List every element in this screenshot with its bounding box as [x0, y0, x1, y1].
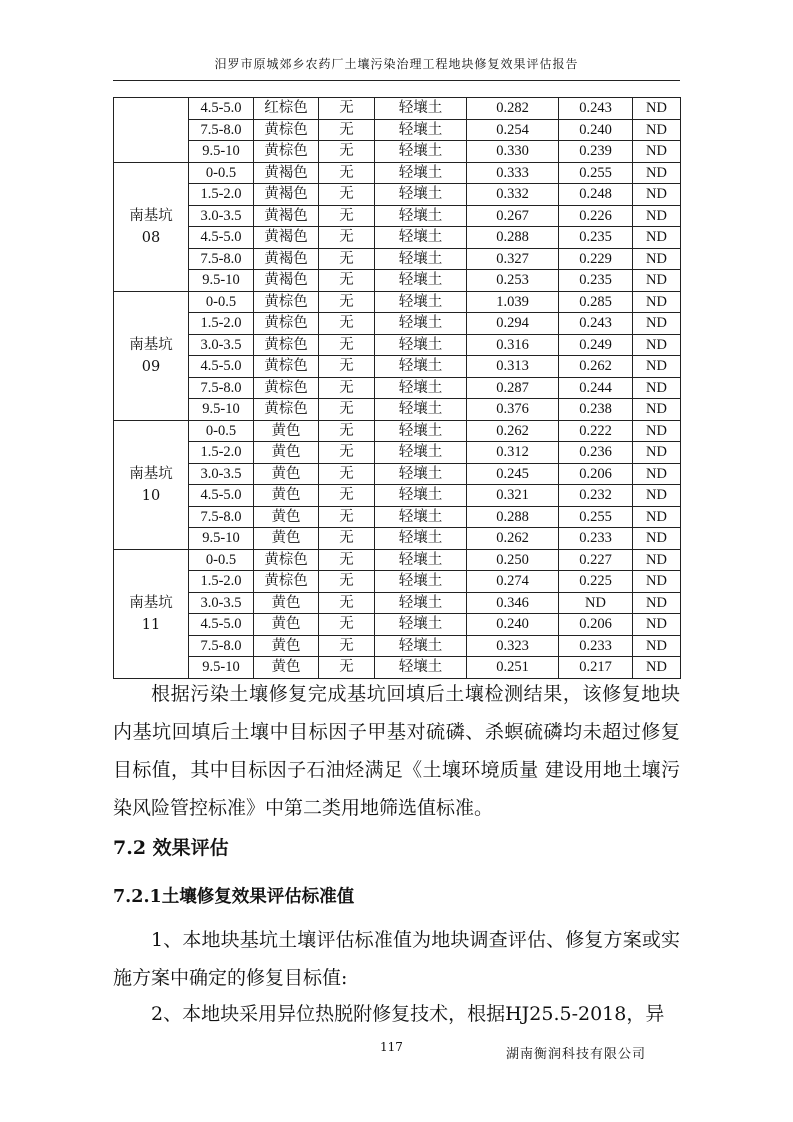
- table-cell: 0.243: [559, 98, 633, 120]
- table-cell: 轻壤土: [375, 485, 467, 507]
- table-cell: ND: [559, 592, 633, 614]
- table-cell: ND: [633, 528, 681, 550]
- table-row: [114, 635, 681, 657]
- table-cell: ND: [633, 377, 681, 399]
- table-cell: 3.0-3.5: [189, 334, 254, 356]
- table-cell: 轻壤土: [375, 291, 467, 313]
- table-cell: 红棕色: [254, 98, 319, 120]
- table-cell: 0.330: [467, 141, 559, 163]
- table-cell: 0.323: [467, 635, 559, 657]
- table-cell: 0.250: [467, 549, 559, 571]
- table-cell: 轻壤土: [375, 442, 467, 464]
- table-cell: 无: [319, 571, 375, 593]
- table-cell: 无: [319, 291, 375, 313]
- table-cell: 0.253: [467, 270, 559, 292]
- table-cell: 0.226: [559, 205, 633, 227]
- table-cell: 0.254: [467, 119, 559, 141]
- table-cell: ND: [633, 270, 681, 292]
- table-cell: 0.316: [467, 334, 559, 356]
- table-cell: ND: [633, 119, 681, 141]
- table-cell: 无: [319, 119, 375, 141]
- table-cell: ND: [633, 657, 681, 679]
- table-row: [114, 334, 681, 356]
- table-row: [114, 442, 681, 464]
- standard-paragraph-1: 1、本地块基坑土壤评估标准值为地块调查评估、修复方案或实施方案中确定的修复目标值:: [113, 929, 680, 989]
- table-cell: 黄色: [254, 635, 319, 657]
- table-cell: 黄褐色: [254, 270, 319, 292]
- header-rule: [113, 80, 680, 81]
- table-row: [114, 571, 681, 593]
- table-row: [114, 162, 681, 184]
- table-cell: 无: [319, 657, 375, 679]
- pit-name-cell: [114, 98, 189, 163]
- table-cell: ND: [633, 334, 681, 356]
- table-cell: 0-0.5: [189, 291, 254, 313]
- table-row: [114, 184, 681, 206]
- table-row: [114, 420, 681, 442]
- table-cell: ND: [633, 184, 681, 206]
- table-cell: 黄色: [254, 420, 319, 442]
- table-cell: 轻壤土: [375, 334, 467, 356]
- table-cell: 无: [319, 614, 375, 636]
- table-cell: 0.288: [467, 227, 559, 249]
- table-cell: 7.5-8.0: [189, 248, 254, 270]
- table-cell: 黄色: [254, 614, 319, 636]
- table-cell: 0-0.5: [189, 162, 254, 184]
- result-paragraph: 根据污染土壤修复完成基坑回填后土壤检测结果，该修复地块内基坑回填后土壤中目标因子甲基对硫磷、杀螟硫磷均未超过修复目标值，其中目标因子石油烃满足《土壤环境质量 建设用地土壤污染风险管控标准》中第二类用地筛选值标准。: [113, 683, 680, 819]
- table-cell: 7.5-8.0: [189, 506, 254, 528]
- table-cell: 3.0-3.5: [189, 592, 254, 614]
- table-cell: 黄棕色: [254, 571, 319, 593]
- table-cell: 0.287: [467, 377, 559, 399]
- pit-name-cell: 南基坑 11: [114, 549, 189, 678]
- table-cell: 0.313: [467, 356, 559, 378]
- table-cell: 无: [319, 270, 375, 292]
- table-cell: 无: [319, 334, 375, 356]
- table-row: [114, 463, 681, 485]
- table-cell: 0.240: [559, 119, 633, 141]
- table-row: [114, 291, 681, 313]
- table-cell: ND: [633, 506, 681, 528]
- table-cell: 0.251: [467, 657, 559, 679]
- table-cell: 黄棕色: [254, 313, 319, 335]
- table-cell: 黄褐色: [254, 248, 319, 270]
- table-cell: 黄棕色: [254, 549, 319, 571]
- table-cell: 无: [319, 506, 375, 528]
- standard-paragraph-2: 2、本地块采用异位热脱附修复技术，根据HJ25.5-2018，异: [151, 1003, 665, 1025]
- table-row: [114, 399, 681, 421]
- table-cell: 4.5-5.0: [189, 98, 254, 120]
- section-heading: 7.2 效果评估: [113, 837, 229, 859]
- table-cell: 黄色: [254, 442, 319, 464]
- table-cell: ND: [633, 549, 681, 571]
- table-cell: 1.5-2.0: [189, 313, 254, 335]
- table-cell: 0.222: [559, 420, 633, 442]
- table-cell: 0.244: [559, 377, 633, 399]
- table-cell: 0.262: [467, 420, 559, 442]
- pit-name-cell: 南基坑 09: [114, 291, 189, 420]
- table-cell: 3.0-3.5: [189, 205, 254, 227]
- table-cell: 0.262: [467, 528, 559, 550]
- table-row: [114, 270, 681, 292]
- table-row: [114, 485, 681, 507]
- table-cell: 0.255: [559, 162, 633, 184]
- table-cell: 0.255: [559, 506, 633, 528]
- table-cell: 轻壤土: [375, 162, 467, 184]
- table-cell: 无: [319, 485, 375, 507]
- table-cell: 0.376: [467, 399, 559, 421]
- table-cell: 轻壤土: [375, 506, 467, 528]
- table-cell: ND: [633, 248, 681, 270]
- table-row: [114, 377, 681, 399]
- table-cell: 轻壤土: [375, 592, 467, 614]
- table-cell: 黄色: [254, 528, 319, 550]
- table-cell: 无: [319, 205, 375, 227]
- table-cell: 0-0.5: [189, 549, 254, 571]
- table-cell: 轻壤土: [375, 614, 467, 636]
- soil-sample-table: [113, 97, 681, 679]
- table-cell: 0.249: [559, 334, 633, 356]
- table-cell: ND: [633, 592, 681, 614]
- table-cell: ND: [633, 635, 681, 657]
- table-cell: 0.274: [467, 571, 559, 593]
- table-cell: 轻壤土: [375, 463, 467, 485]
- table-row: [114, 506, 681, 528]
- table-cell: 1.5-2.0: [189, 442, 254, 464]
- table-cell: 9.5-10: [189, 141, 254, 163]
- table-cell: 轻壤土: [375, 549, 467, 571]
- table-cell: 0.332: [467, 184, 559, 206]
- table-cell: 无: [319, 399, 375, 421]
- table-row: [114, 313, 681, 335]
- table-cell: 4.5-5.0: [189, 356, 254, 378]
- table-cell: 4.5-5.0: [189, 227, 254, 249]
- table-cell: 轻壤土: [375, 98, 467, 120]
- table-cell: ND: [633, 463, 681, 485]
- table-cell: 轻壤土: [375, 571, 467, 593]
- table-row: [114, 227, 681, 249]
- table-cell: 无: [319, 356, 375, 378]
- table-cell: 轻壤土: [375, 377, 467, 399]
- table-cell: 无: [319, 313, 375, 335]
- table-cell: 黄棕色: [254, 291, 319, 313]
- table-cell: 无: [319, 184, 375, 206]
- table-cell: 0.262: [559, 356, 633, 378]
- table-cell: 轻壤土: [375, 119, 467, 141]
- table-cell: ND: [633, 399, 681, 421]
- table-row: [114, 549, 681, 571]
- running-header: 汨罗市原城郊乡农药厂土壤污染治理工程地块修复效果评估报告: [214, 57, 579, 71]
- table-cell: 0.312: [467, 442, 559, 464]
- table-cell: 无: [319, 98, 375, 120]
- table-cell: 0.282: [467, 98, 559, 120]
- table-cell: 轻壤土: [375, 420, 467, 442]
- table-cell: 黄棕色: [254, 356, 319, 378]
- table-cell: 黄褐色: [254, 227, 319, 249]
- table-cell: 黄色: [254, 592, 319, 614]
- table-cell: 1.039: [467, 291, 559, 313]
- table-cell: 9.5-10: [189, 270, 254, 292]
- table-cell: 轻壤土: [375, 205, 467, 227]
- table-cell: ND: [633, 420, 681, 442]
- table-cell: 黄色: [254, 463, 319, 485]
- table-cell: 无: [319, 442, 375, 464]
- table-cell: 0.225: [559, 571, 633, 593]
- table-cell: ND: [633, 227, 681, 249]
- table-cell: 0.232: [559, 485, 633, 507]
- table-cell: 无: [319, 463, 375, 485]
- table-cell: 0.233: [559, 528, 633, 550]
- table-cell: 无: [319, 420, 375, 442]
- table-cell: 轻壤土: [375, 248, 467, 270]
- table-cell: 无: [319, 635, 375, 657]
- table-cell: 轻壤土: [375, 141, 467, 163]
- table-cell: 轻壤土: [375, 356, 467, 378]
- pit-name-cell: 南基坑 10: [114, 420, 189, 549]
- table-cell: 1.5-2.0: [189, 184, 254, 206]
- table-cell: 无: [319, 227, 375, 249]
- table-cell: 轻壤土: [375, 270, 467, 292]
- table-cell: 0.235: [559, 227, 633, 249]
- table-cell: 7.5-8.0: [189, 635, 254, 657]
- table-cell: ND: [633, 291, 681, 313]
- table-cell: 0.267: [467, 205, 559, 227]
- table-cell: 黄褐色: [254, 205, 319, 227]
- table-cell: 0.333: [467, 162, 559, 184]
- table-cell: 黄棕色: [254, 334, 319, 356]
- table-cell: 黄棕色: [254, 377, 319, 399]
- table-cell: 黄色: [254, 657, 319, 679]
- table-cell: ND: [633, 356, 681, 378]
- table-cell: 黄色: [254, 485, 319, 507]
- table-cell: 轻壤土: [375, 399, 467, 421]
- table-cell: 0.238: [559, 399, 633, 421]
- table-cell: 无: [319, 162, 375, 184]
- table-cell: 轻壤土: [375, 227, 467, 249]
- table-cell: 0.321: [467, 485, 559, 507]
- table-cell: ND: [633, 485, 681, 507]
- table-cell: 轻壤土: [375, 184, 467, 206]
- company-name: 湖南衡润科技有限公司: [506, 1047, 647, 1062]
- table-cell: ND: [633, 98, 681, 120]
- table-cell: 9.5-10: [189, 399, 254, 421]
- table-cell: 0.239: [559, 141, 633, 163]
- table-cell: ND: [633, 162, 681, 184]
- table-cell: 0.288: [467, 506, 559, 528]
- page-number: 117: [380, 1040, 403, 1054]
- table-cell: 0.217: [559, 657, 633, 679]
- table-cell: 0.327: [467, 248, 559, 270]
- table-cell: 7.5-8.0: [189, 119, 254, 141]
- table-row: [114, 141, 681, 163]
- table-cell: 0.233: [559, 635, 633, 657]
- table-cell: 黄棕色: [254, 141, 319, 163]
- table-cell: 0.240: [467, 614, 559, 636]
- table-cell: 0.229: [559, 248, 633, 270]
- table-cell: ND: [633, 205, 681, 227]
- table-row: [114, 98, 681, 120]
- table-cell: ND: [633, 614, 681, 636]
- subsection-heading: 7.2.1土壤修复效果评估标准值: [113, 887, 355, 907]
- table-row: [114, 592, 681, 614]
- table-cell: 0.294: [467, 313, 559, 335]
- table-cell: 黄棕色: [254, 119, 319, 141]
- table-row: [114, 205, 681, 227]
- table-cell: 0.243: [559, 313, 633, 335]
- table-cell: 无: [319, 549, 375, 571]
- table-cell: 无: [319, 377, 375, 399]
- table-cell: 7.5-8.0: [189, 377, 254, 399]
- table-cell: 0.248: [559, 184, 633, 206]
- table-cell: 黄褐色: [254, 184, 319, 206]
- table-cell: 无: [319, 248, 375, 270]
- table-cell: 0.206: [559, 614, 633, 636]
- table-cell: 1.5-2.0: [189, 571, 254, 593]
- table-row: [114, 248, 681, 270]
- table-cell: 9.5-10: [189, 657, 254, 679]
- table-cell: ND: [633, 141, 681, 163]
- table-row: [114, 528, 681, 550]
- table-cell: ND: [633, 571, 681, 593]
- table-cell: 9.5-10: [189, 528, 254, 550]
- table-cell: 轻壤土: [375, 657, 467, 679]
- table-cell: 黄棕色: [254, 399, 319, 421]
- table-cell: 0.285: [559, 291, 633, 313]
- table-cell: 4.5-5.0: [189, 614, 254, 636]
- table-row: [114, 614, 681, 636]
- pit-name-cell: 南基坑 08: [114, 162, 189, 291]
- table-cell: 0.236: [559, 442, 633, 464]
- table-cell: 黄褐色: [254, 162, 319, 184]
- table-cell: 0-0.5: [189, 420, 254, 442]
- table-cell: ND: [633, 442, 681, 464]
- table-cell: 3.0-3.5: [189, 463, 254, 485]
- table-cell: ND: [633, 313, 681, 335]
- table-cell: 0.245: [467, 463, 559, 485]
- table-cell: 无: [319, 528, 375, 550]
- table-row: [114, 119, 681, 141]
- table-cell: 4.5-5.0: [189, 485, 254, 507]
- table-cell: 0.206: [559, 463, 633, 485]
- table-cell: 0.235: [559, 270, 633, 292]
- table-cell: 轻壤土: [375, 313, 467, 335]
- table-cell: 轻壤土: [375, 635, 467, 657]
- table-row: [114, 356, 681, 378]
- table-cell: 0.346: [467, 592, 559, 614]
- table-cell: 无: [319, 141, 375, 163]
- table-cell: 黄色: [254, 506, 319, 528]
- table-cell: 轻壤土: [375, 528, 467, 550]
- table-cell: 无: [319, 592, 375, 614]
- table-cell: 0.227: [559, 549, 633, 571]
